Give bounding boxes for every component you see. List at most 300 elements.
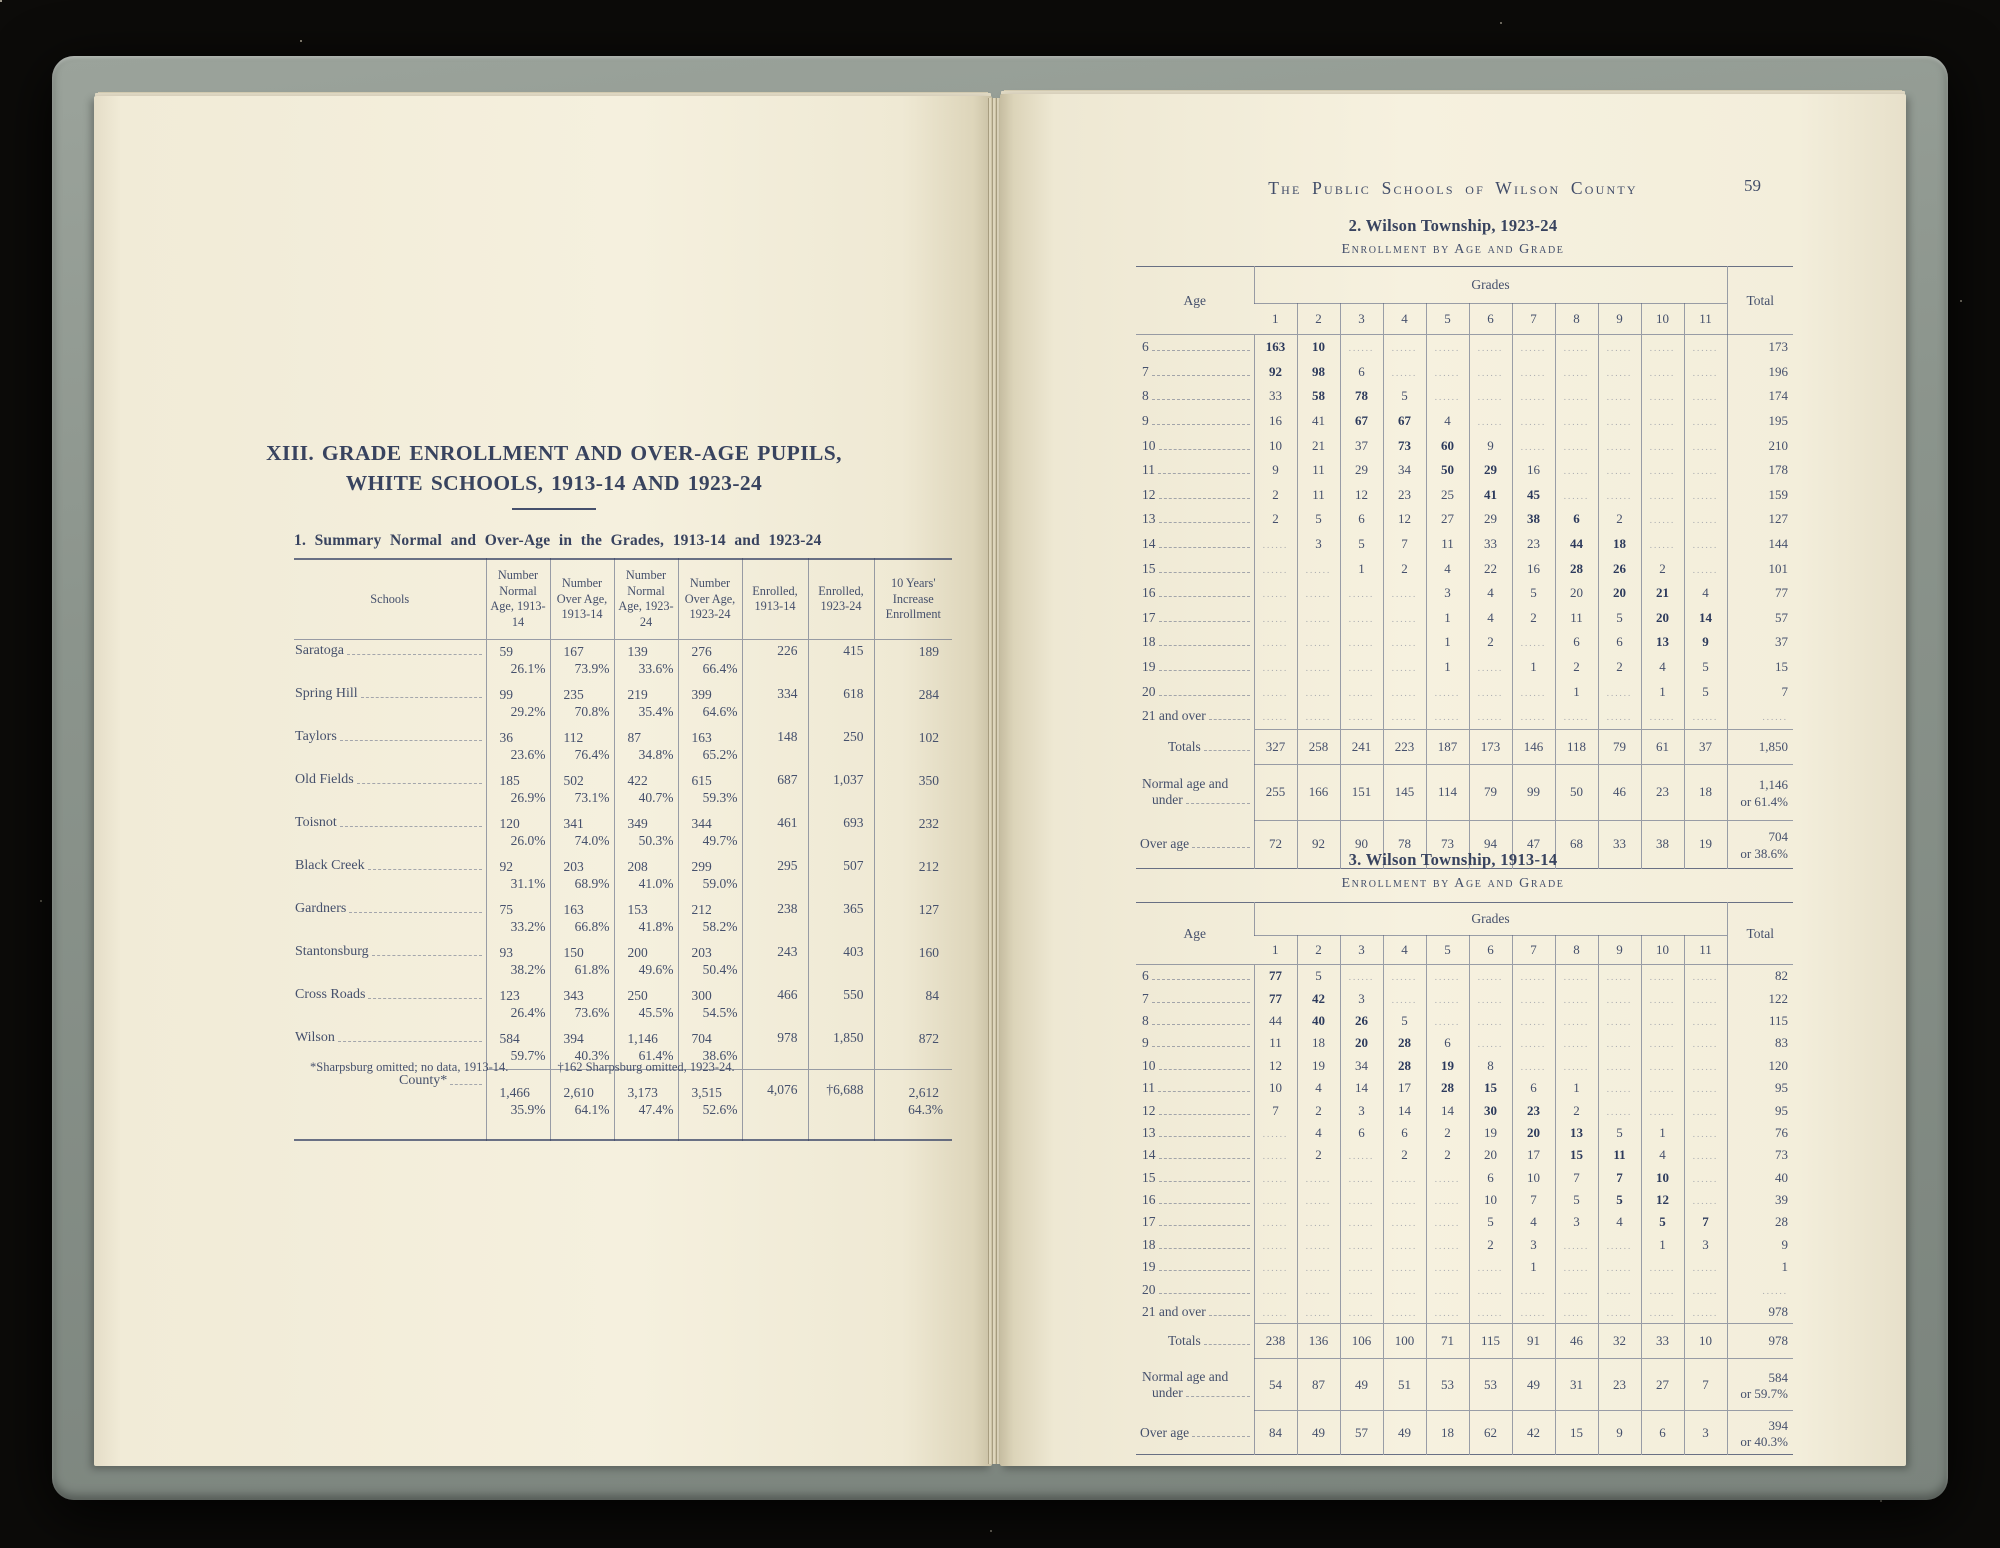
leader-dots bbox=[361, 697, 482, 698]
grade-total-cell: 100 bbox=[1383, 1324, 1426, 1359]
grade-cell bbox=[1426, 1301, 1469, 1324]
empty-cell-dots: ...... bbox=[1262, 687, 1289, 698]
count-percent-cell bbox=[486, 726, 550, 769]
age-total-cell: 144 bbox=[1727, 532, 1793, 557]
count-value: 502 bbox=[563, 772, 584, 788]
empty-cell-dots: ...... bbox=[1477, 392, 1504, 403]
grade-cell: 1 bbox=[1426, 606, 1469, 631]
grade-number-header: 5 bbox=[1426, 304, 1469, 335]
grade-cell bbox=[1555, 1055, 1598, 1077]
age-total-cell: 28 bbox=[1727, 1211, 1793, 1233]
leader-dots bbox=[1159, 1136, 1250, 1137]
percent-value: 59.0% bbox=[702, 875, 738, 891]
grade-cell bbox=[1598, 409, 1641, 434]
grade-cell bbox=[1555, 458, 1598, 483]
grade-cell bbox=[1641, 458, 1684, 483]
enrolled-1913-cell: 466 bbox=[742, 984, 808, 1027]
grade-cell bbox=[1469, 1010, 1512, 1032]
value-cell: 6 bbox=[1641, 1411, 1684, 1455]
row-total-cell bbox=[1727, 764, 1793, 820]
grade-number-header: 5 bbox=[1426, 936, 1469, 965]
leader-dots bbox=[450, 1084, 481, 1085]
grade-cell bbox=[1469, 704, 1512, 729]
empty-cell-dots: ...... bbox=[1434, 712, 1461, 723]
increase-cell bbox=[874, 855, 952, 898]
empty-cell-dots: ...... bbox=[1477, 1016, 1504, 1027]
grade-cell bbox=[1598, 987, 1641, 1009]
count-value: 163 bbox=[691, 729, 712, 745]
table-row bbox=[1136, 556, 1793, 581]
footnote-dagger: †162 Sharpsburg omitted, 1923-24. bbox=[557, 1060, 735, 1074]
empty-cell-dots: ...... bbox=[1391, 972, 1418, 983]
percent-value: 64.1% bbox=[574, 1102, 610, 1118]
empty-cell-dots: ...... bbox=[1262, 1128, 1289, 1139]
enrolled-1923-cell: 403 bbox=[808, 941, 874, 984]
grade-total-cell: 187 bbox=[1426, 729, 1469, 764]
count-value: 203 bbox=[691, 944, 712, 960]
grade-cell bbox=[1297, 655, 1340, 680]
age-total-cell: 173 bbox=[1727, 335, 1793, 360]
age-total-cell: 95 bbox=[1727, 1099, 1793, 1121]
grade-cell bbox=[1555, 965, 1598, 988]
school-name-cell bbox=[294, 1070, 486, 1141]
grade-cell: 1 bbox=[1641, 1122, 1684, 1144]
age-total-cell bbox=[1727, 704, 1793, 729]
grade-cell: 2 bbox=[1254, 483, 1297, 508]
over-age-row bbox=[1136, 1411, 1793, 1455]
increase-value: 232 bbox=[918, 815, 939, 831]
grade-cell bbox=[1598, 1278, 1641, 1300]
grade-cell bbox=[1383, 335, 1426, 360]
value-cell: 7 bbox=[1684, 1359, 1727, 1411]
age-label: 20 bbox=[1142, 1281, 1156, 1297]
row-total-line: 1,146 bbox=[1758, 777, 1788, 793]
grade-cell: 67 bbox=[1383, 409, 1426, 434]
count-percent-cell bbox=[614, 726, 678, 769]
empty-cell-dots: ...... bbox=[1649, 466, 1676, 477]
grade-cell: 8 bbox=[1469, 1055, 1512, 1077]
enrolled-1913-cell: 978 bbox=[742, 1027, 808, 1070]
empty-cell-dots: ...... bbox=[1606, 466, 1633, 477]
grade-cell: 4 bbox=[1297, 1122, 1340, 1144]
age-label-cell bbox=[1136, 1122, 1254, 1144]
table-row bbox=[294, 726, 952, 769]
grade-cell bbox=[1512, 1032, 1555, 1054]
enrolled-1923-cell: 550 bbox=[808, 984, 874, 1027]
empty-cell-dots: ...... bbox=[1305, 638, 1332, 649]
grade-cell bbox=[1426, 704, 1469, 729]
school-name-cell bbox=[294, 984, 486, 1027]
age-label: 15 bbox=[1142, 1169, 1156, 1185]
leader-dots bbox=[368, 869, 482, 870]
grade-cell: 98 bbox=[1297, 360, 1340, 385]
empty-cell-dots: ...... bbox=[1434, 1285, 1461, 1296]
grade-cell bbox=[1297, 1189, 1340, 1211]
totals-label-cell bbox=[1136, 1324, 1254, 1359]
grade-cell: 5 bbox=[1383, 1010, 1426, 1032]
grade-total-cell: 241 bbox=[1340, 729, 1383, 764]
increase-value: 2,612 bbox=[908, 1085, 939, 1101]
age-label: 16 bbox=[1142, 585, 1156, 601]
empty-cell-dots: ...... bbox=[1434, 1263, 1461, 1274]
count-percent-cell bbox=[678, 726, 742, 769]
grade-number-header: 9 bbox=[1598, 936, 1641, 965]
grade-cell: 29 bbox=[1340, 458, 1383, 483]
empty-cell-dots: ...... bbox=[1391, 343, 1418, 354]
grade-cell bbox=[1383, 360, 1426, 385]
percent-value: 73.6% bbox=[574, 1004, 610, 1020]
row-total-line: or 38.6% bbox=[1740, 845, 1788, 861]
value-cell: 166 bbox=[1297, 764, 1340, 820]
grade-total-cell: 258 bbox=[1297, 729, 1340, 764]
school-name: County* bbox=[399, 1072, 448, 1088]
leader-dots bbox=[1159, 522, 1250, 523]
grade-cell: 10 bbox=[1254, 1077, 1297, 1099]
value-cell: 99 bbox=[1512, 764, 1555, 820]
count-value: 299 bbox=[691, 858, 712, 874]
table3-subcaption: Enrollment by Age and Grade bbox=[1341, 876, 1565, 891]
age-label-cell bbox=[1136, 1189, 1254, 1211]
enrolled-1913-cell: 148 bbox=[742, 726, 808, 769]
empty-cell-dots: ...... bbox=[1391, 1240, 1418, 1251]
leader-dots bbox=[1204, 1344, 1250, 1345]
enrolled-1923-cell: 618 bbox=[808, 683, 874, 726]
leader-dots bbox=[1159, 547, 1250, 548]
total-column-header: Total bbox=[1727, 903, 1793, 965]
grade-cell bbox=[1254, 1144, 1297, 1166]
table-row bbox=[294, 898, 952, 941]
empty-cell-dots: ...... bbox=[1692, 1039, 1719, 1050]
age-label-cell bbox=[1136, 532, 1254, 557]
grade-cell bbox=[1641, 384, 1684, 409]
grade-total-cell: 37 bbox=[1684, 729, 1727, 764]
empty-cell-dots: ...... bbox=[1391, 638, 1418, 649]
leader-dots bbox=[1159, 498, 1250, 499]
grade-cell: 6 bbox=[1512, 1077, 1555, 1099]
grade-cell: 2 bbox=[1426, 1144, 1469, 1166]
grade-number-header: 1 bbox=[1254, 304, 1297, 335]
grade-cell: 9 bbox=[1469, 433, 1512, 458]
count-percent-cell bbox=[678, 683, 742, 726]
grade-cell bbox=[1641, 965, 1684, 988]
count-value: 59 bbox=[499, 643, 513, 659]
empty-cell-dots: ...... bbox=[1477, 972, 1504, 983]
grade-cell: 9 bbox=[1684, 630, 1727, 655]
grade-cell: 5 bbox=[1684, 679, 1727, 704]
column-header: Enrolled, 1913-14 bbox=[742, 559, 808, 639]
age-label: 14 bbox=[1142, 536, 1156, 552]
empty-cell-dots: ...... bbox=[1606, 1084, 1633, 1095]
grade-cell: 21 bbox=[1641, 581, 1684, 606]
empty-cell-dots: ...... bbox=[1692, 466, 1719, 477]
empty-cell-dots: ...... bbox=[1692, 1084, 1719, 1095]
percent-value: 35.9% bbox=[510, 1102, 546, 1118]
grade-cell bbox=[1555, 335, 1598, 360]
grade-cell bbox=[1469, 1301, 1512, 1324]
column-header: Schools bbox=[294, 559, 486, 639]
table-row bbox=[1136, 581, 1793, 606]
empty-cell-dots: ...... bbox=[1305, 712, 1332, 723]
grade-cell: 5 bbox=[1297, 965, 1340, 988]
grade-number-header: 6 bbox=[1469, 304, 1512, 335]
empty-cell-dots: ...... bbox=[1262, 589, 1289, 600]
grade-cell: 2 bbox=[1254, 507, 1297, 532]
school-name-cell bbox=[294, 639, 486, 683]
grade-cell bbox=[1340, 1234, 1383, 1256]
empty-cell-dots: ...... bbox=[1563, 1285, 1590, 1296]
grade-cell bbox=[1684, 704, 1727, 729]
grade-cell: 20 bbox=[1641, 606, 1684, 631]
grade-cell bbox=[1383, 1234, 1426, 1256]
age-total-cell: 57 bbox=[1727, 606, 1793, 631]
school-name-cell bbox=[294, 898, 486, 941]
age-label-cell bbox=[1136, 987, 1254, 1009]
normal-age-row bbox=[1136, 764, 1793, 820]
grade-cell: 4 bbox=[1684, 581, 1727, 606]
age-label: 17 bbox=[1142, 609, 1156, 625]
row-total-cell bbox=[1727, 1359, 1793, 1411]
grade-cell: 4 bbox=[1641, 1144, 1684, 1166]
empty-cell-dots: ...... bbox=[1606, 417, 1633, 428]
row-label: Normal age and bbox=[1142, 776, 1229, 791]
enrolled-1913-cell: 461 bbox=[742, 812, 808, 855]
count-value: 1,466 bbox=[499, 1085, 530, 1101]
grade-cell bbox=[1297, 1301, 1340, 1324]
count-value: 3,173 bbox=[627, 1085, 658, 1101]
grade-cell bbox=[1340, 655, 1383, 680]
value-cell: 31 bbox=[1555, 1359, 1598, 1411]
grade-cell: 2 bbox=[1555, 1099, 1598, 1121]
grade-cell bbox=[1555, 360, 1598, 385]
grade-cell bbox=[1684, 556, 1727, 581]
empty-cell-dots: ...... bbox=[1348, 1173, 1375, 1184]
empty-cell-dots: ...... bbox=[1606, 1263, 1633, 1274]
count-value: 153 bbox=[627, 901, 648, 917]
grade-number-header: 2 bbox=[1297, 304, 1340, 335]
empty-cell-dots: ...... bbox=[1692, 1016, 1719, 1027]
totals-row bbox=[1136, 1324, 1793, 1359]
leader-dots bbox=[1152, 1024, 1250, 1025]
grade-cell: 1 bbox=[1641, 679, 1684, 704]
grade-cell bbox=[1512, 384, 1555, 409]
empty-cell-dots: ...... bbox=[1692, 1173, 1719, 1184]
value-cell: 46 bbox=[1598, 764, 1641, 820]
grade-cell: 2 bbox=[1469, 1234, 1512, 1256]
school-name: Old Fields bbox=[295, 771, 354, 787]
empty-cell-dots: ...... bbox=[1477, 994, 1504, 1005]
percent-value: 35.4% bbox=[638, 703, 674, 719]
grade-cell: 28 bbox=[1383, 1032, 1426, 1054]
grade-cell: 14 bbox=[1340, 1077, 1383, 1099]
count-percent-cell bbox=[678, 984, 742, 1027]
empty-cell-dots: ...... bbox=[1649, 1106, 1676, 1117]
empty-cell-dots: ...... bbox=[1391, 1173, 1418, 1184]
grade-cell: 3 bbox=[1684, 1234, 1727, 1256]
grade-cell: 20 bbox=[1469, 1144, 1512, 1166]
grade-cell bbox=[1684, 1189, 1727, 1211]
empty-cell-dots: ...... bbox=[1305, 1240, 1332, 1251]
grade-cell bbox=[1426, 1278, 1469, 1300]
age-label: 11 bbox=[1142, 462, 1155, 478]
grade-cell: 7 bbox=[1383, 532, 1426, 557]
empty-cell-dots: ...... bbox=[1692, 441, 1719, 452]
grand-total-cell: 1,850 bbox=[1727, 729, 1793, 764]
count-percent-cell bbox=[486, 769, 550, 812]
empty-cell-dots: ...... bbox=[1434, 1308, 1461, 1319]
table-row bbox=[1136, 384, 1793, 409]
grade-cell bbox=[1383, 987, 1426, 1009]
empty-cell-dots: ...... bbox=[1520, 1039, 1547, 1050]
grade-total-cell: 173 bbox=[1469, 729, 1512, 764]
grades-header: Grades bbox=[1254, 267, 1727, 304]
grade-cell bbox=[1641, 1077, 1684, 1099]
row-label: under bbox=[1152, 792, 1183, 807]
grade-number-header: 8 bbox=[1555, 304, 1598, 335]
empty-cell-dots: ...... bbox=[1348, 638, 1375, 649]
grade-cell bbox=[1469, 679, 1512, 704]
grade-total-cell: 146 bbox=[1512, 729, 1555, 764]
leader-dots bbox=[1159, 695, 1250, 696]
count-value: 112 bbox=[563, 729, 584, 745]
increase-cell bbox=[874, 984, 952, 1027]
age-label: 16 bbox=[1142, 1192, 1156, 1208]
count-percent-cell bbox=[614, 984, 678, 1027]
grade-cell bbox=[1684, 1122, 1727, 1144]
leader-dots bbox=[340, 826, 482, 827]
grade-cell: 5 bbox=[1469, 1211, 1512, 1233]
value-cell: 19 bbox=[1684, 820, 1727, 868]
grade-cell: 44 bbox=[1555, 532, 1598, 557]
grade-cell: 37 bbox=[1340, 433, 1383, 458]
leader-dots bbox=[1158, 1091, 1250, 1092]
table-row bbox=[1136, 987, 1793, 1009]
grade-cell: 20 bbox=[1340, 1032, 1383, 1054]
table3-caption: 3. Wilson Township, 1913-14 bbox=[1348, 850, 1558, 869]
table-row bbox=[294, 855, 952, 898]
grade-total-cell: 91 bbox=[1512, 1324, 1555, 1359]
empty-cell-dots: ...... bbox=[1305, 1285, 1332, 1296]
grade-cell bbox=[1254, 606, 1297, 631]
empty-cell-dots: ...... bbox=[1434, 367, 1461, 378]
leader-dots bbox=[1152, 375, 1250, 376]
empty-cell-dots: ...... bbox=[1477, 367, 1504, 378]
grade-number-header: 2 bbox=[1297, 936, 1340, 965]
value-cell: 92 bbox=[1297, 820, 1340, 868]
count-value: 344 bbox=[691, 815, 712, 831]
column-header: Number Normal Age, 1913-14 bbox=[486, 559, 550, 639]
percent-value: 66.8% bbox=[574, 918, 610, 934]
empty-cell-dots: ...... bbox=[1262, 540, 1289, 551]
grade-total-cell: 71 bbox=[1426, 1324, 1469, 1359]
age-column-header: Age bbox=[1136, 267, 1254, 335]
enrolled-1913-cell: 687 bbox=[742, 769, 808, 812]
grade-cell bbox=[1469, 409, 1512, 434]
value-cell: 50 bbox=[1555, 764, 1598, 820]
leader-dots bbox=[1159, 1114, 1250, 1115]
percent-value: 68.9% bbox=[574, 875, 610, 891]
count-percent-cell bbox=[614, 812, 678, 855]
table-row bbox=[294, 941, 952, 984]
age-label: 9 bbox=[1142, 413, 1149, 429]
age-label-cell bbox=[1136, 965, 1254, 988]
empty-cell-dots: ...... bbox=[1649, 392, 1676, 403]
grade-number-header: 11 bbox=[1684, 936, 1727, 965]
empty-cell-dots: ...... bbox=[1434, 1196, 1461, 1207]
leader-dots bbox=[1159, 1181, 1250, 1182]
empty-cell-dots: ...... bbox=[1262, 1196, 1289, 1207]
grade-cell bbox=[1254, 1256, 1297, 1278]
table-row bbox=[1136, 1256, 1793, 1278]
grade-cell: 7 bbox=[1254, 1099, 1297, 1121]
age-label-cell bbox=[1136, 360, 1254, 385]
school-name-cell bbox=[294, 812, 486, 855]
grade-cell bbox=[1684, 1055, 1727, 1077]
empty-cell-dots: ...... bbox=[1391, 1308, 1418, 1319]
age-label-cell bbox=[1136, 630, 1254, 655]
empty-cell-dots: ...... bbox=[1391, 994, 1418, 1005]
age-label-cell bbox=[1136, 507, 1254, 532]
value-cell: 62 bbox=[1469, 1411, 1512, 1455]
empty-cell-dots: ...... bbox=[1606, 712, 1633, 723]
increase-cell bbox=[874, 683, 952, 726]
empty-cell-dots: ...... bbox=[1520, 994, 1547, 1005]
age-label: 8 bbox=[1142, 1012, 1149, 1028]
empty-cell-dots: ...... bbox=[1305, 613, 1332, 624]
grade-cell bbox=[1512, 679, 1555, 704]
grade-cell: 23 bbox=[1512, 1099, 1555, 1121]
grade-cell bbox=[1254, 1234, 1297, 1256]
value-cell: 33 bbox=[1598, 820, 1641, 868]
empty-cell-dots: ...... bbox=[1348, 1285, 1375, 1296]
percent-value: 49.7% bbox=[702, 832, 738, 848]
count-value: 212 bbox=[691, 901, 712, 917]
count-percent-cell bbox=[678, 1070, 742, 1141]
age-total-cell: 122 bbox=[1727, 987, 1793, 1009]
grade-cell bbox=[1512, 433, 1555, 458]
grade-cell bbox=[1684, 458, 1727, 483]
grade-cell bbox=[1254, 679, 1297, 704]
leader-dots bbox=[1159, 1248, 1250, 1249]
count-percent-cell bbox=[550, 855, 614, 898]
school-name-cell bbox=[294, 769, 486, 812]
empty-cell-dots: ...... bbox=[1520, 1285, 1547, 1296]
empty-cell-dots: ...... bbox=[1606, 343, 1633, 354]
grade-cell bbox=[1340, 335, 1383, 360]
age-label: 8 bbox=[1142, 388, 1149, 404]
grade-cell bbox=[1383, 630, 1426, 655]
grade-cell bbox=[1641, 433, 1684, 458]
grade-cell bbox=[1297, 581, 1340, 606]
leader-dots bbox=[1192, 1436, 1249, 1437]
grade-cell bbox=[1383, 1256, 1426, 1278]
empty-cell-dots: ...... bbox=[1649, 417, 1676, 428]
empty-cell-dots: ...... bbox=[1563, 1308, 1590, 1319]
school-name-cell bbox=[294, 726, 486, 769]
empty-cell-dots: ...... bbox=[1649, 712, 1676, 723]
school-name: Stantonsburg bbox=[295, 943, 369, 959]
age-column-header: Age bbox=[1136, 903, 1254, 965]
percent-value: 50.3% bbox=[638, 832, 674, 848]
grade-cell bbox=[1426, 1010, 1469, 1032]
empty-cell-dots: ...... bbox=[1692, 540, 1719, 551]
grade-cell: 9 bbox=[1254, 458, 1297, 483]
percent-value: 76.4% bbox=[574, 746, 610, 762]
grade-total-cell: 106 bbox=[1340, 1324, 1383, 1359]
table1-caption: 1. Summary Normal and Over-Age in the Grades, 1913-14 and 1923-24 bbox=[294, 532, 822, 549]
grade-cell bbox=[1598, 1032, 1641, 1054]
grade-cell bbox=[1426, 360, 1469, 385]
grade-cell: 29 bbox=[1469, 507, 1512, 532]
